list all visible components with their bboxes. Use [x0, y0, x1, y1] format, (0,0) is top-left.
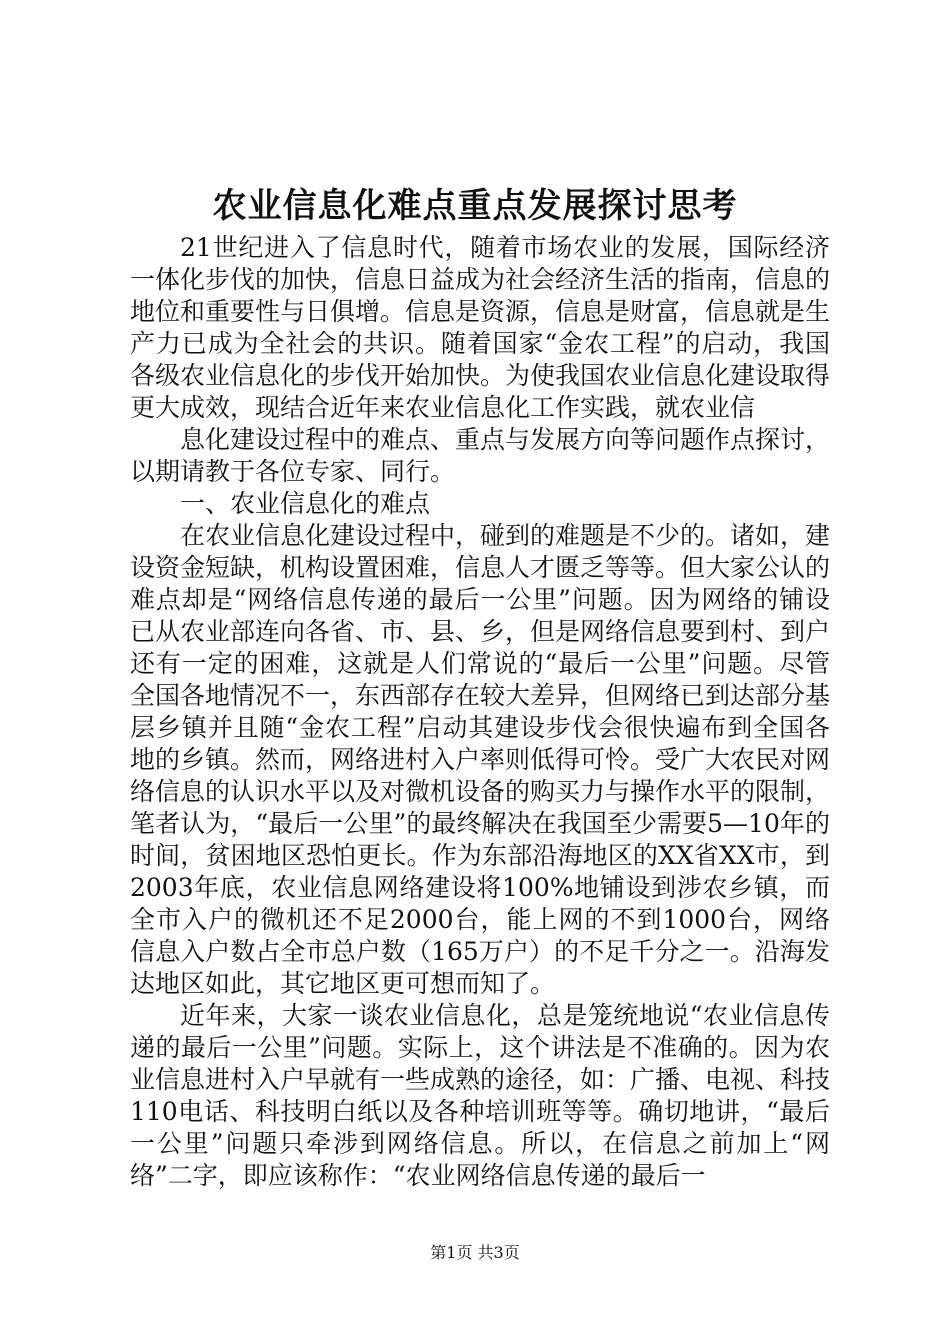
page-number-label: 第1页 共3页	[430, 1243, 520, 1262]
page-footer	[0, 1243, 950, 1263]
paragraph-intro-continued: 息化建设过程中的难点、重点与发展方向等问题作点探讨，以期请教于各位专家、同行。	[130, 425, 831, 486]
document-title: 农业信息化难点重点发展探讨思考	[212, 186, 738, 226]
paragraph-difficulties: 在农业信息化建设过程中，碰到的难题是不少的。诸如，建设资金短缺，机构设置困难，信息人才匮乏等等。但大家公认的难点却是“网络信息传递的最后一公里”问题。因为网络的铺设已从农业部连向各省、市、县、乡，但是网络信息要到村、到户还有一定的困难，这就是人们常说的“最后一公里”问题。尽管全国各地情况不一，东西部存在较大差异，但网络已到达部分基层乡镇并且随“金农工程”启动其建设步伐会很快遍布到全国各地的乡镇。然而，网络进村入户率则低得可怜。受广大农民对网络信息的认识水平以及对微机设备的购买力与操作水平的限制，笔者认为，“最后一公里”的最终解决在我国至少需要5—10年的时间，贫困地区恐怕更长。作为东部沿海地区的XX省XX市，到2003年底，农业信息网络建设将100%地铺设到涉农乡镇，而全市入户的微机还不足2000台，能上网的不到1000台，网络信息入户数占全市总户数（165万户）的不足千分之一。沿海发达地区如此，其它地区更可想而知了。	[130, 521, 831, 998]
document-body	[130, 232, 830, 1192]
section-heading-difficulties: 一、农业信息化的难点	[180, 489, 431, 518]
paragraph-recent-years: 近年来，大家一谈农业信息化，总是笼统地说“农业信息传递的最后一公里”问题。实际上，这个讲法是不准确的。因为农业信息进村入户早就有一些成熟的途径，如：广播、电视、科技110电话、科技明白纸以及各种培训班等等。确切地讲，“最后一公里”问题只牵涉到网络信息。所以，在信息之前加上“网络”二字，即应该称作：“农业网络信息传递的最后一	[130, 1001, 831, 1190]
paragraph-intro: 21世纪进入了信息时代，随着市场农业的发展，国际经济一体化步伐的加快，信息日益成为社会经济生活的指南，信息的地位和重要性与日俱增。信息是资源，信息是财富，信息就是生产力已成为全社会的共识。随着国家“金农工程”的启动，我国各级农业信息化的步伐开始加快。为使我国农业信息化建设取得更大成效，现结合近年来农业信息化工作实践，就农业信	[130, 233, 831, 422]
